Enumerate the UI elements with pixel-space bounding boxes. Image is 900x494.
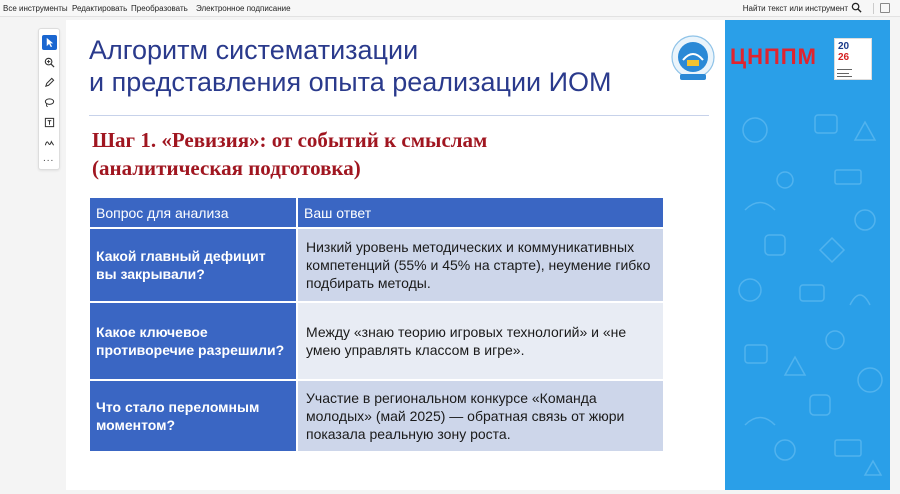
analysis-table <box>88 196 665 453</box>
title-divider <box>89 115 709 116</box>
year-logo-bottom: 26 <box>838 52 850 63</box>
search-icon[interactable] <box>851 2 862 13</box>
select-cursor-icon[interactable] <box>42 35 57 50</box>
more-tools-icon[interactable]: ... <box>43 153 55 164</box>
tsnppm-logo: ЦНППМ <box>730 44 817 69</box>
presentation-slide <box>66 20 890 490</box>
year-logo-top: 20 <box>838 41 850 52</box>
lasso-icon[interactable] <box>42 95 57 110</box>
table-row <box>89 302 664 380</box>
save-icon[interactable] <box>880 3 890 13</box>
annotation-toolbar <box>38 28 60 170</box>
app-menubar <box>0 0 900 17</box>
ministry-emblem-icon <box>670 34 716 84</box>
decorative-blue-panel <box>725 20 890 490</box>
slide-title <box>89 34 612 98</box>
sign-icon[interactable] <box>42 135 57 150</box>
slide-title-line2: и представления опыта реализации ИОМ <box>89 67 612 97</box>
step-heading-line1: Шаг 1. «Ревизия»: от событий к смыслам <box>92 128 488 152</box>
slide-title-line1: Алгоритм систематизации <box>89 35 419 65</box>
table-header-answer: Ваш ответ <box>297 197 664 228</box>
step-heading-line2: (аналитическая подготовка) <box>92 156 361 180</box>
table-row <box>89 380 664 452</box>
question-cell: Какой главный дефицит вы закрывали? <box>89 228 297 302</box>
text-box-icon[interactable] <box>42 115 57 130</box>
zoom-add-icon[interactable] <box>42 55 57 70</box>
year-logo <box>834 38 872 80</box>
pattern-icon <box>725 20 890 490</box>
pen-icon[interactable] <box>42 75 57 90</box>
answer-cell: Участие в региональном конкурсе «Команда молодых» (май 2025) — обратная связь от жюри показала реальную зону роста. <box>297 380 664 452</box>
menu-convert[interactable]: Преобразовать <box>131 4 188 13</box>
step-heading <box>92 126 487 182</box>
table-row <box>89 228 664 302</box>
answer-cell: Низкий уровень методических и коммуникативных компетенций (55% и 45% на старте), неумение гибко подбирать методы. <box>297 228 664 302</box>
table-header-question: Вопрос для анализа <box>89 197 297 228</box>
menu-all-tools[interactable]: Все инструменты <box>3 4 68 13</box>
answer-cell: Между «знаю теорию игровых технологий» и «не умею управлять классом в игре». <box>297 302 664 380</box>
question-cell: Что стало переломным моментом? <box>89 380 297 452</box>
menu-edit[interactable]: Редактировать <box>72 4 128 13</box>
find-text-tool-label[interactable]: Найти текст или инструмент <box>742 4 848 13</box>
question-cell: Какое ключевое противоречие разрешили? <box>89 302 297 380</box>
menubar-divider <box>873 3 874 14</box>
year-logo-caption-lines: ▬▬▬▬▬ ▬▬▬▬ ▬▬▬▬▬ <box>837 67 852 78</box>
menu-e-sign[interactable]: Электронное подписание <box>196 4 291 13</box>
